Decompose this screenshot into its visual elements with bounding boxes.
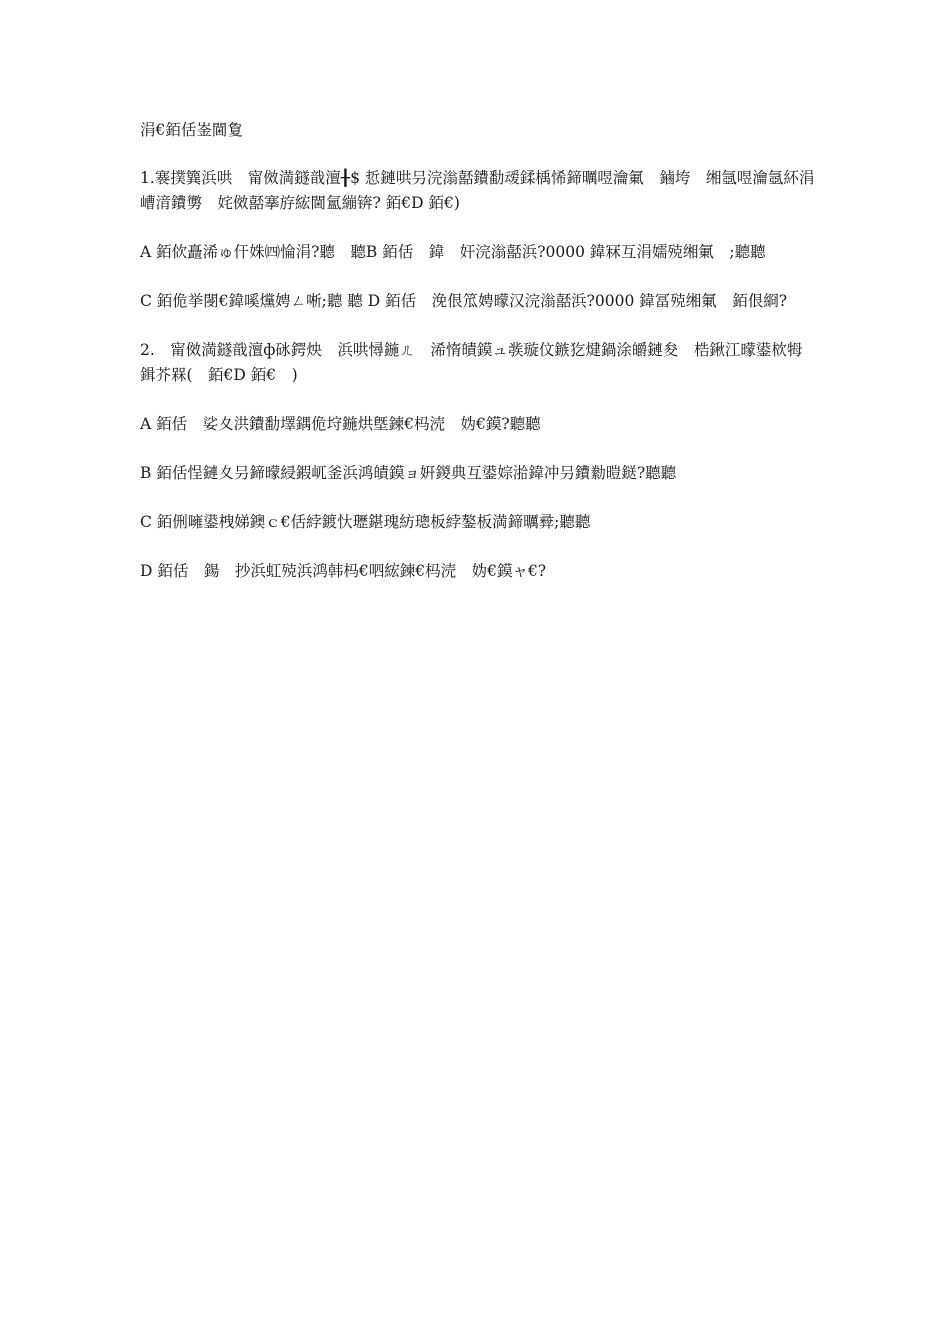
paragraph: A 銆佸 娑夊洪鐨勫墿鍝佹垨鍦烘墍鍊€杩涜 妫€鏌?聽聽	[140, 415, 541, 433]
paragraph: 1.褰撲簨浜哄 甯傚満鐩戠澶╂$ 悊鏈哄叧浣滃嚭鐨勫叆鍒楀悕鍗曞喅瀹氭 鏀垮 缃氬喅瀹氬紑涓嶆湇鐨勶 姹傚嚭搴斿綋閫氳繃锛? 銆€D 銆€)	[140, 169, 815, 212]
section-heading: 涓€銆佸崟閫夐	[140, 121, 243, 139]
paragraph: 2. 甯傚満鐩戠澶ф砯鍔炴 浜哄憳鍦ㄦ 浠惰皟鏌ュ彂璇伩鏃犵煡鍋涂皭鏈夋 梏鍬江曚鍙栨牳鍓芥槑( 銆€D 銆€ )	[140, 341, 803, 384]
paragraph: C 銆佹挙閿€鍏嗘爣娉ㄥ唽;聽 聽 D 銆佸 浼佷笟娉曚汉浣滃嚭浜?0000 鍏冨殑缃氭 銆佷綗?	[140, 292, 788, 310]
paragraph: B 銆佸悜鏈夊叧鍗曚綅鍜屼釜浜鸿皟鏌ョ姸鍐典互鍙婃湁鍏冲叧鐨勬暟鎹?聽聽	[140, 464, 677, 482]
paragraph: C 銆侀噰鍙栧娣鐭ｃ€佸綍鍍忕瓑鍖瑰紡璁板綍鏊板満鍗曞彛;聽聽	[140, 513, 591, 531]
paragraph-list	[140, 166, 816, 584]
paragraph: A 銆佽矗浠ゅ仠姝㈣惀涓?聽 聽B 銆佸 鍏 奸浣滃嚭浜?0000 鍏冧互涓嬬殑缃氭 ;聽聽	[140, 243, 766, 261]
document-body	[140, 118, 816, 608]
paragraph: D 銆佸 鍚 抄浜虹殑浜鸿韩杩€呬綋鍊€杩涜 妫€鏌ャ€?	[140, 562, 547, 580]
